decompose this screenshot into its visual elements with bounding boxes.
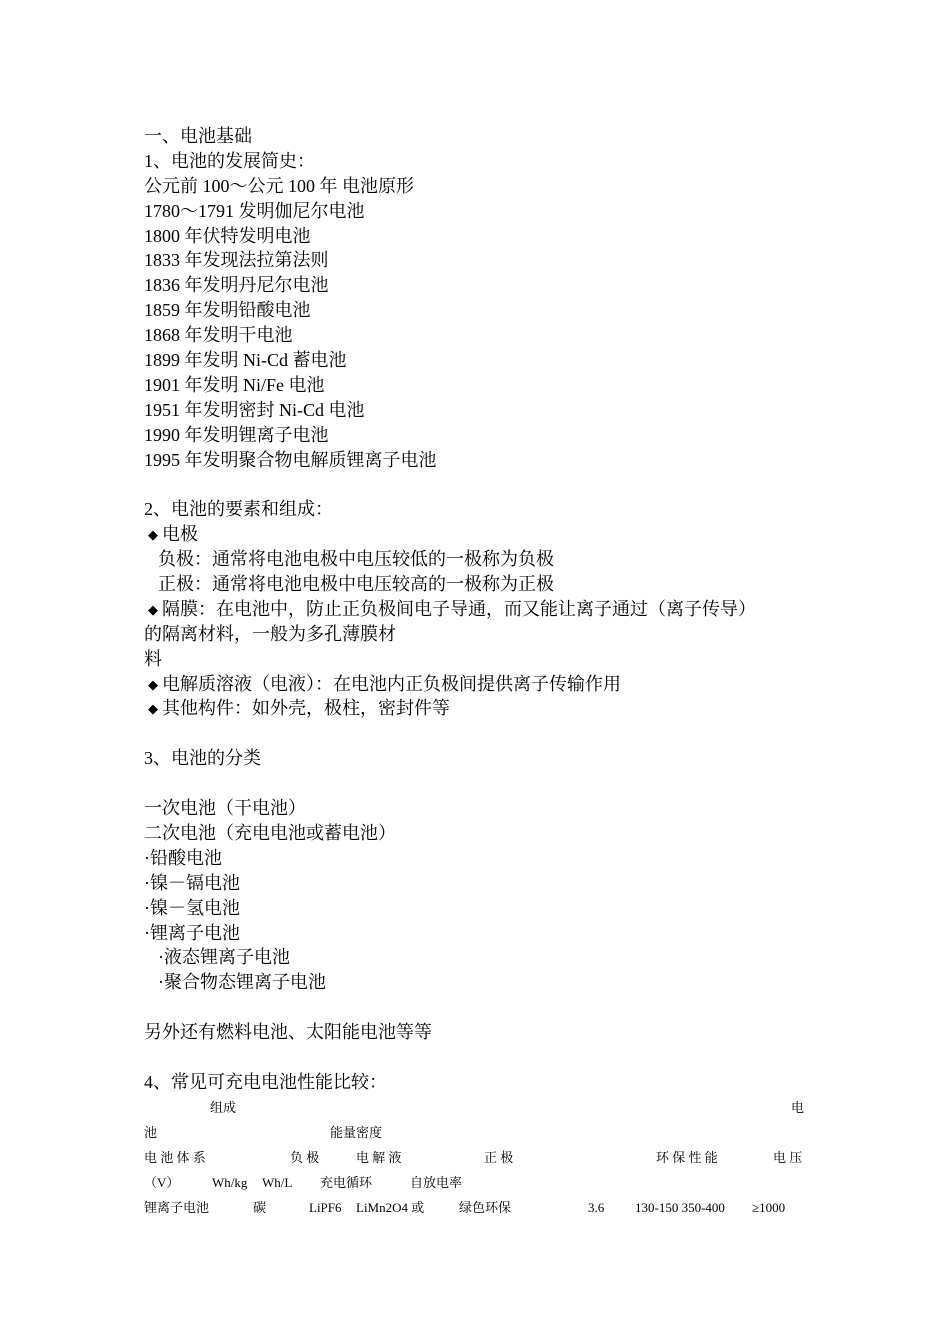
history-item: 1868 年发明干电池 xyxy=(144,325,293,346)
primary-battery: 一次电池（干电池） xyxy=(144,798,306,819)
table-header-cell: 电 池 体 系 xyxy=(144,1150,206,1165)
history-item: 1899 年发明 Ni-Cd 蓄电池 xyxy=(144,350,347,371)
table-header-cell: 负 极 xyxy=(290,1150,320,1165)
electrolyte-item: ◆ 电解质溶液（电液）：在电池内正负极间提供离子传输作用 xyxy=(144,672,824,697)
electrode-item: ◆ 电极 xyxy=(144,522,824,547)
history-item: 1859 年发明铅酸电池 xyxy=(144,300,311,321)
table-header-cell: Wh/kg xyxy=(212,1175,248,1190)
components-title: 2、电池的要素和组成： xyxy=(144,499,333,520)
other-batteries: 另外还有燃料电池、太阳能电池等等 xyxy=(144,1022,432,1043)
battery-type-item: ·铅酸电池 xyxy=(144,847,222,868)
diamond-bullet-icon: ◆ xyxy=(148,601,158,617)
table-header-cell: 充电循环 xyxy=(320,1175,373,1190)
table-header-fragment: 池 xyxy=(144,1125,158,1140)
other-parts-item: ◆ 其他构件：如外壳，极柱，密封件等 xyxy=(144,696,824,721)
table-cell: ≥1000 xyxy=(752,1200,786,1215)
battery-subtype-item: ·液态锂离子电池 xyxy=(158,947,290,968)
history-title: 1、电池的发展简史： xyxy=(144,150,315,171)
separator-text-continued: 的隔离材料，一般为多孔薄膜材 xyxy=(144,623,396,644)
separator-item: ◆ 隔膜：在电池中，防止正负极间电子导通，而又能让离子通过（离子传导） xyxy=(144,597,824,622)
history-item: 1836 年发明丹尼尔电池 xyxy=(144,275,329,296)
negative-electrode-text: 负极：通常将电池电极中电压较低的一极称为负极 xyxy=(158,549,554,570)
table-cell: 130-150 350-400 xyxy=(635,1200,725,1215)
table-header-cell: 环 保 性 能 xyxy=(656,1150,718,1165)
history-item: 1800 年伏特发明电池 xyxy=(144,225,311,246)
classification-title: 3、电池的分类 xyxy=(144,748,261,769)
table-header-energy-density: 能量密度 xyxy=(330,1125,383,1140)
battery-type-item: ·镍－镉电池 xyxy=(144,872,240,893)
history-item: 1901 年发明 Ni/Fe 电池 xyxy=(144,374,325,395)
table-header-cell: 电 压 xyxy=(773,1150,803,1165)
comparison-title: 4、常见可充电电池性能比较： xyxy=(144,1071,387,1092)
table-cell: 绿色环保 xyxy=(459,1200,512,1215)
section-heading: 一、电池基础 xyxy=(144,126,252,146)
table-header-composition: 组成 xyxy=(210,1100,237,1115)
history-item: 公元前 100～公元 100 年 电池原形 xyxy=(144,175,414,196)
table-header-cell: （V） xyxy=(144,1175,180,1190)
document-body xyxy=(144,124,824,1095)
table-cell: LiPF6 xyxy=(309,1200,342,1215)
table-cell: 碳 xyxy=(253,1200,267,1215)
table-header-cell: 自放电率 xyxy=(410,1175,463,1190)
secondary-battery: 二次电池（充电电池或蓄电池） xyxy=(144,822,396,843)
diamond-bullet-icon: ◆ xyxy=(148,676,158,692)
table-header-fragment: 电 xyxy=(791,1100,805,1115)
history-item: 1995 年发明聚合物电解质锂离子电池 xyxy=(144,449,437,470)
battery-subtype-item: ·聚合物态锂离子电池 xyxy=(158,972,326,993)
battery-type-item: ·锂离子电池 xyxy=(144,922,240,943)
table-header-cell: 正 极 xyxy=(484,1150,514,1165)
history-item: 1780～1791 发明伽尼尔电池 xyxy=(144,200,365,221)
history-item: 1833 年发现法拉第法则 xyxy=(144,250,329,271)
diamond-bullet-icon: ◆ xyxy=(148,701,158,717)
battery-type-item: ·镍－氢电池 xyxy=(144,897,240,918)
table-cell: 锂离子电池 xyxy=(144,1200,210,1215)
diamond-bullet-icon: ◆ xyxy=(148,527,158,543)
history-item: 1990 年发明锂离子电池 xyxy=(144,424,329,445)
table-header-cell: 电 解 液 xyxy=(356,1150,402,1165)
separator-text-continued: 料 xyxy=(144,648,162,669)
table-cell: 3.6 xyxy=(588,1200,605,1215)
table-cell: LiMn2O4 或 xyxy=(356,1200,425,1215)
positive-electrode-text: 正极：通常将电池电极中电压较高的一极称为正极 xyxy=(158,574,554,595)
history-item: 1951 年发明密封 Ni-Cd 电池 xyxy=(144,399,365,420)
table-header-cell: Wh/L xyxy=(262,1175,293,1190)
